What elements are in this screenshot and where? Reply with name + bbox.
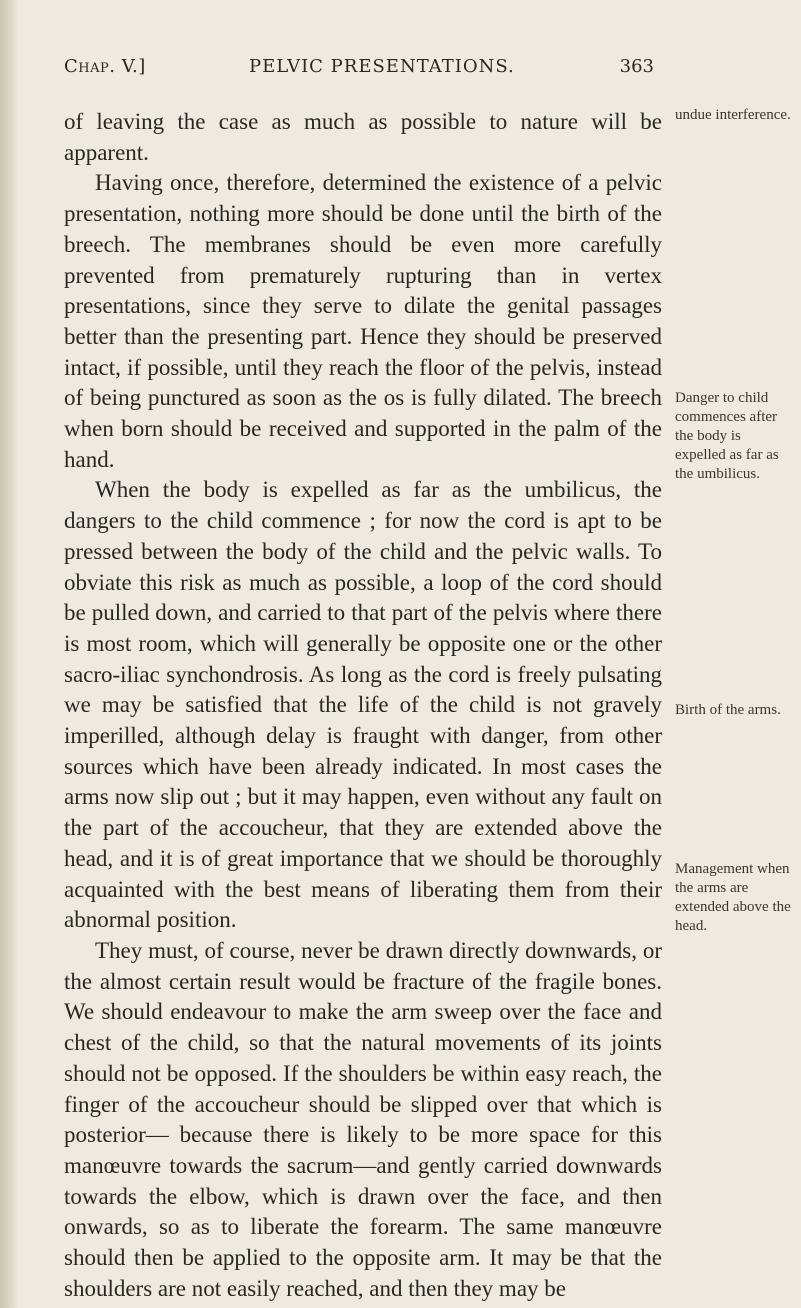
running-title: PELVIC PRESENTATIONS. — [249, 56, 515, 77]
sidenote-undue-interference: undue interference. — [675, 107, 791, 123]
page-gutter-shadow — [0, 0, 18, 1308]
sidenote-birth-of-arms: Birth of the arms. — [675, 702, 781, 718]
running-header — [64, 56, 654, 86]
paragraph: They must, of course, never be drawn directly downwards, or the almost certain result would be fracture of the fragile bones. We should endeavour to make the arm sweep over the face and chest of the child, so that the natural movements of its joints should not be opposed. If the shoulders be within easy reach, the finger of the accoucheur should be slipped over that which is posterior— because there is likely to be more space for this manœuvre towards the sacrum—and gently carried downwards towards the elbow, which is drawn over the face, and then onwards, so as to liberate the forearm. The same manœuvre should then be applied to the opposite arm. It may be that the shoulders are not easily reached, and then they may be — [64, 937, 662, 1301]
chapter-label: Chap. V.] — [64, 56, 146, 77]
paragraph: When the body is expelled as far as the umbilicus, the dangers to the child commence ; for now the cord is apt to be pressed between the body of the child and the pelvic walls. To obviate this risk as much as possible, a loop of the cord should be pulled down, and carried to that part of the pelvis where there is most room, which will generally be opposite one or the other sacro-iliac synchondrosis. As long as the cord is freely pulsating we may be satisfied that the life of the child is not gravely imperilled, although delay is fraught with danger, from other sources which have been already indicated. In most cases the arms now slip out ; but it may happen, even without any fault on the part of the accoucheur, that they are extended above the head, and it is of great importance that we should be thoroughly acquainted with the best means of liberating them from their abnormal position. — [64, 477, 662, 933]
paragraph: of leaving the case as much as possible to nature will be apparent. — [64, 109, 662, 165]
paragraph: Having once, therefore, determined the existence of a pelvic presentation, nothing more should be done until the birth of the breech. The membranes should be even more carefully prevented from prematurely rupturing than in vertex presentations, since they serve to dilate the genital passages better than the presenting part. Hence they should be preserved intact, if possible, until they reach the floor of the pelvis, instead of being punctured as soon as the os is fully dilated. The breech when born should be received and supported in the palm of the hand. — [64, 170, 662, 472]
page-number: 363 — [619, 56, 654, 77]
sidenote-management-arms-extended: Management when the arms are extended above the head. — [675, 861, 791, 934]
main-text — [64, 107, 662, 1304]
sidenote-danger-to-child: Danger to child commences after the body is expelled as far as the umbilicus. — [675, 390, 779, 482]
